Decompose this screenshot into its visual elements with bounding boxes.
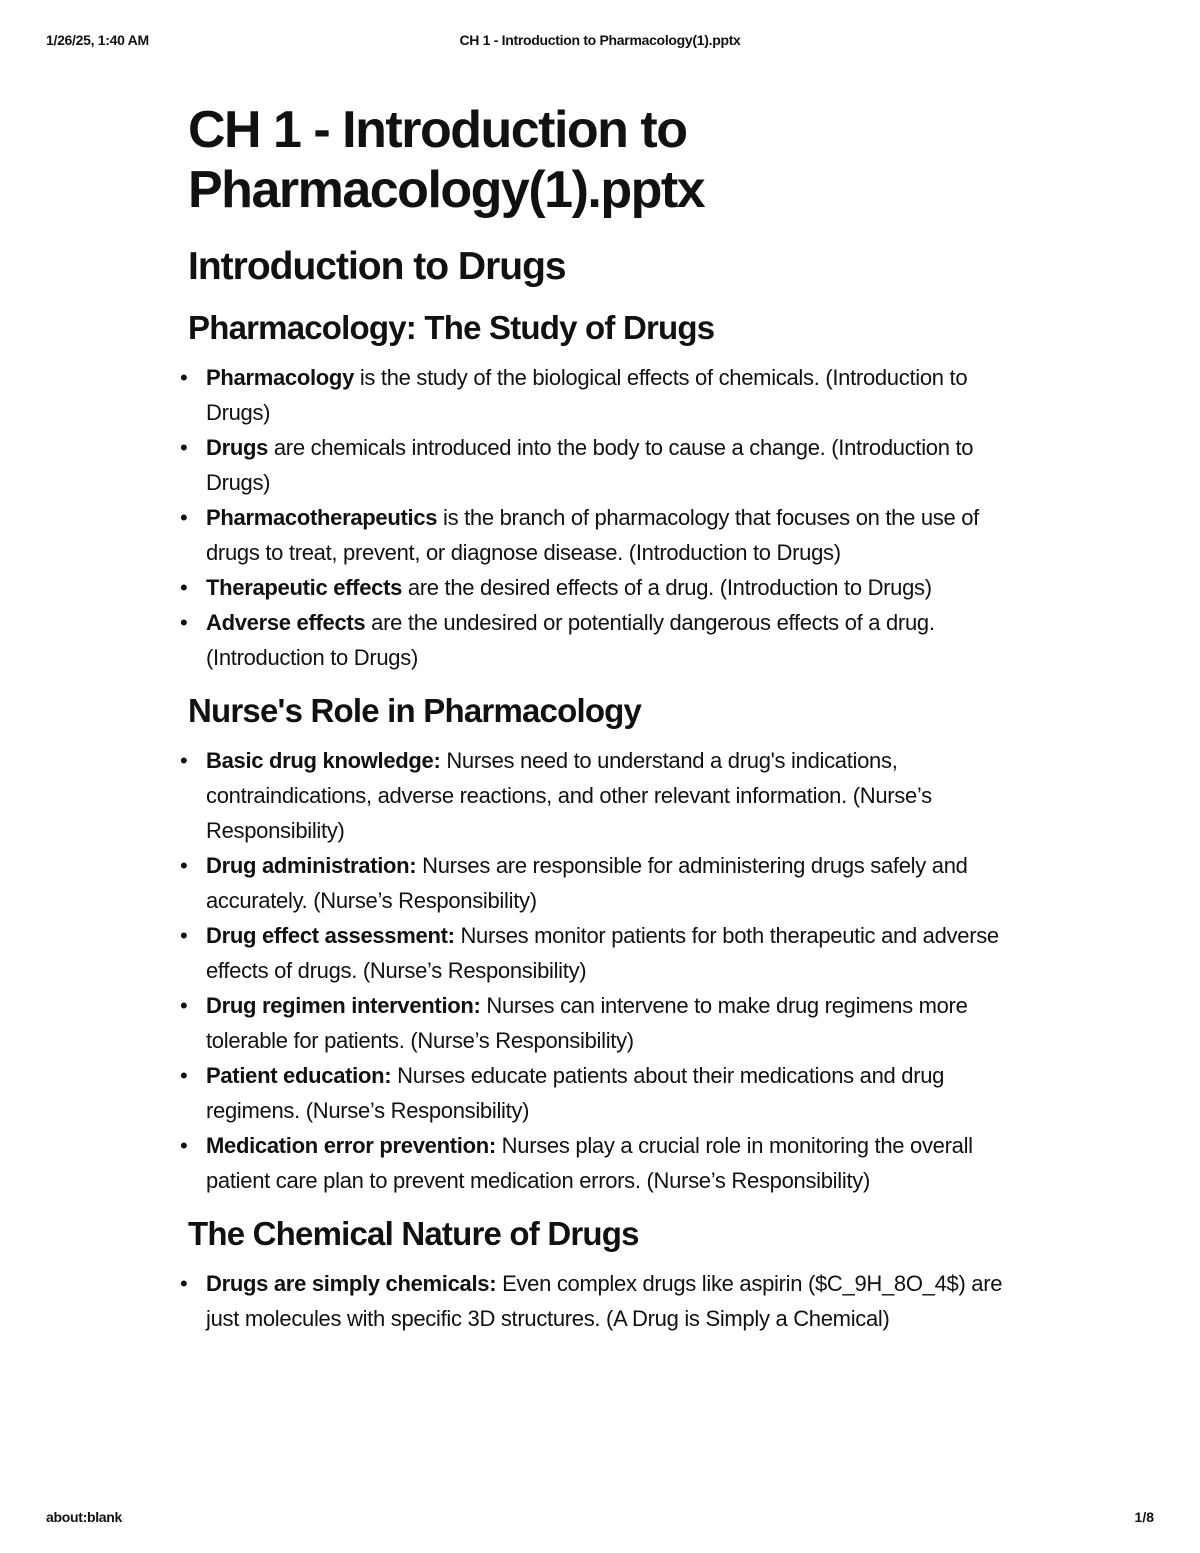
section-heading: Pharmacology: The Study of Drugs	[188, 309, 715, 346]
list-item	[180, 500, 1018, 570]
list-item	[180, 918, 1018, 988]
term: Patient education:	[206, 1063, 392, 1088]
bullet-list	[180, 743, 1018, 1198]
list-item	[180, 605, 1018, 675]
term: Therapeutic effects	[206, 575, 403, 600]
document-body	[180, 100, 1018, 1336]
term: Adverse effects	[206, 610, 366, 635]
print-header-document-name: CH 1 - Introduction to Pharmacology(1).pptx	[459, 32, 741, 48]
bullet-icon: •	[180, 505, 188, 530]
list-item	[180, 570, 1018, 605]
bullet-icon: •	[180, 435, 188, 460]
term: Drug administration:	[206, 853, 417, 878]
bullet-icon: •	[180, 1271, 188, 1296]
bullet-icon: •	[180, 993, 188, 1018]
definition: Nurses need to understand a drug's indications, contraindications, adverse reactions, and other relevant information. (Nurse’s Responsibility)	[206, 748, 932, 843]
section-heading: The Chemical Nature of Drugs	[188, 1215, 639, 1252]
bullet-icon: •	[180, 1133, 188, 1158]
bullet-icon: •	[180, 575, 188, 600]
bullet-list	[180, 360, 1018, 675]
print-header-datetime: 1/26/25, 1:40 AM	[46, 32, 149, 48]
bullet-icon: •	[180, 365, 188, 390]
definition: Nurses are responsible for administering drugs safely and accurately. (Nurse’s Responsibility)	[206, 853, 968, 913]
definition: Nurses play a crucial role in monitoring the overall patient care plan to prevent medication errors. (Nurse’s Responsibility)	[206, 1133, 973, 1193]
list-item	[180, 988, 1018, 1058]
section-chemical-nature	[180, 1212, 1018, 1336]
bullet-icon: •	[180, 1063, 188, 1088]
term: Drug effect assessment:	[206, 923, 455, 948]
section-pharmacology	[180, 306, 1018, 675]
definition: are the desired effects of a drug. (Introduction to Drugs)	[402, 575, 932, 600]
term: Drugs are simply chemicals:	[206, 1271, 497, 1296]
definition: are chemicals introduced into the body to cause a change. (Introduction to Drugs)	[206, 435, 974, 495]
bullet-icon: •	[180, 923, 188, 948]
term: Basic drug knowledge:	[206, 748, 441, 773]
definition: is the study of the biological effects of chemicals. (Introduction to Drugs)	[206, 365, 968, 425]
definition: Even complex drugs like aspirin ($C_9H_8O_4$) are just molecules with specific 3D structures. (A Drug is Simply a Chemical)	[206, 1271, 1003, 1331]
term: Drugs	[206, 435, 269, 460]
section-heading: Nurse's Role in Pharmacology	[188, 692, 642, 729]
term: Pharmacology	[206, 365, 355, 390]
list-item	[180, 1128, 1018, 1198]
bullet-icon: •	[180, 748, 188, 773]
definition: Nurses educate patients about their medications and drug regimens. (Nurse’s Responsibility)	[206, 1063, 945, 1123]
list-item	[180, 430, 1018, 500]
definition: are the undesired or potentially dangerous effects of a drug. (Introduction to Drugs)	[206, 610, 935, 670]
definition: Nurses monitor patients for both therapeutic and adverse effects of drugs. (Nurse’s Responsibility)	[206, 923, 999, 983]
term: Drug regimen intervention:	[206, 993, 481, 1018]
definition: is the branch of pharmacology that focuses on the use of drugs to treat, prevent, or diagnose disease. (Introduction to Drugs)	[206, 505, 979, 565]
list-item	[180, 848, 1018, 918]
document-title: CH 1 - Introduction to Pharmacology(1).pptx	[188, 101, 705, 219]
definition: Nurses can intervene to make drug regimens more tolerable for patients. (Nurse’s Responsibility)	[206, 993, 968, 1053]
list-item	[180, 360, 1018, 430]
list-item	[180, 743, 1018, 848]
bullet-list	[180, 1266, 1018, 1336]
section-nurse-role	[180, 689, 1018, 1198]
list-item	[180, 1266, 1018, 1336]
list-item	[180, 1058, 1018, 1128]
term: Medication error prevention:	[206, 1133, 496, 1158]
bullet-icon: •	[180, 853, 188, 878]
print-footer-page-number: 1/8	[1134, 1509, 1154, 1525]
print-footer-url: about:blank	[46, 1509, 123, 1525]
bullet-icon: •	[180, 610, 188, 635]
main-heading: Introduction to Drugs	[188, 245, 566, 288]
term: Pharmacotherapeutics	[206, 505, 438, 530]
